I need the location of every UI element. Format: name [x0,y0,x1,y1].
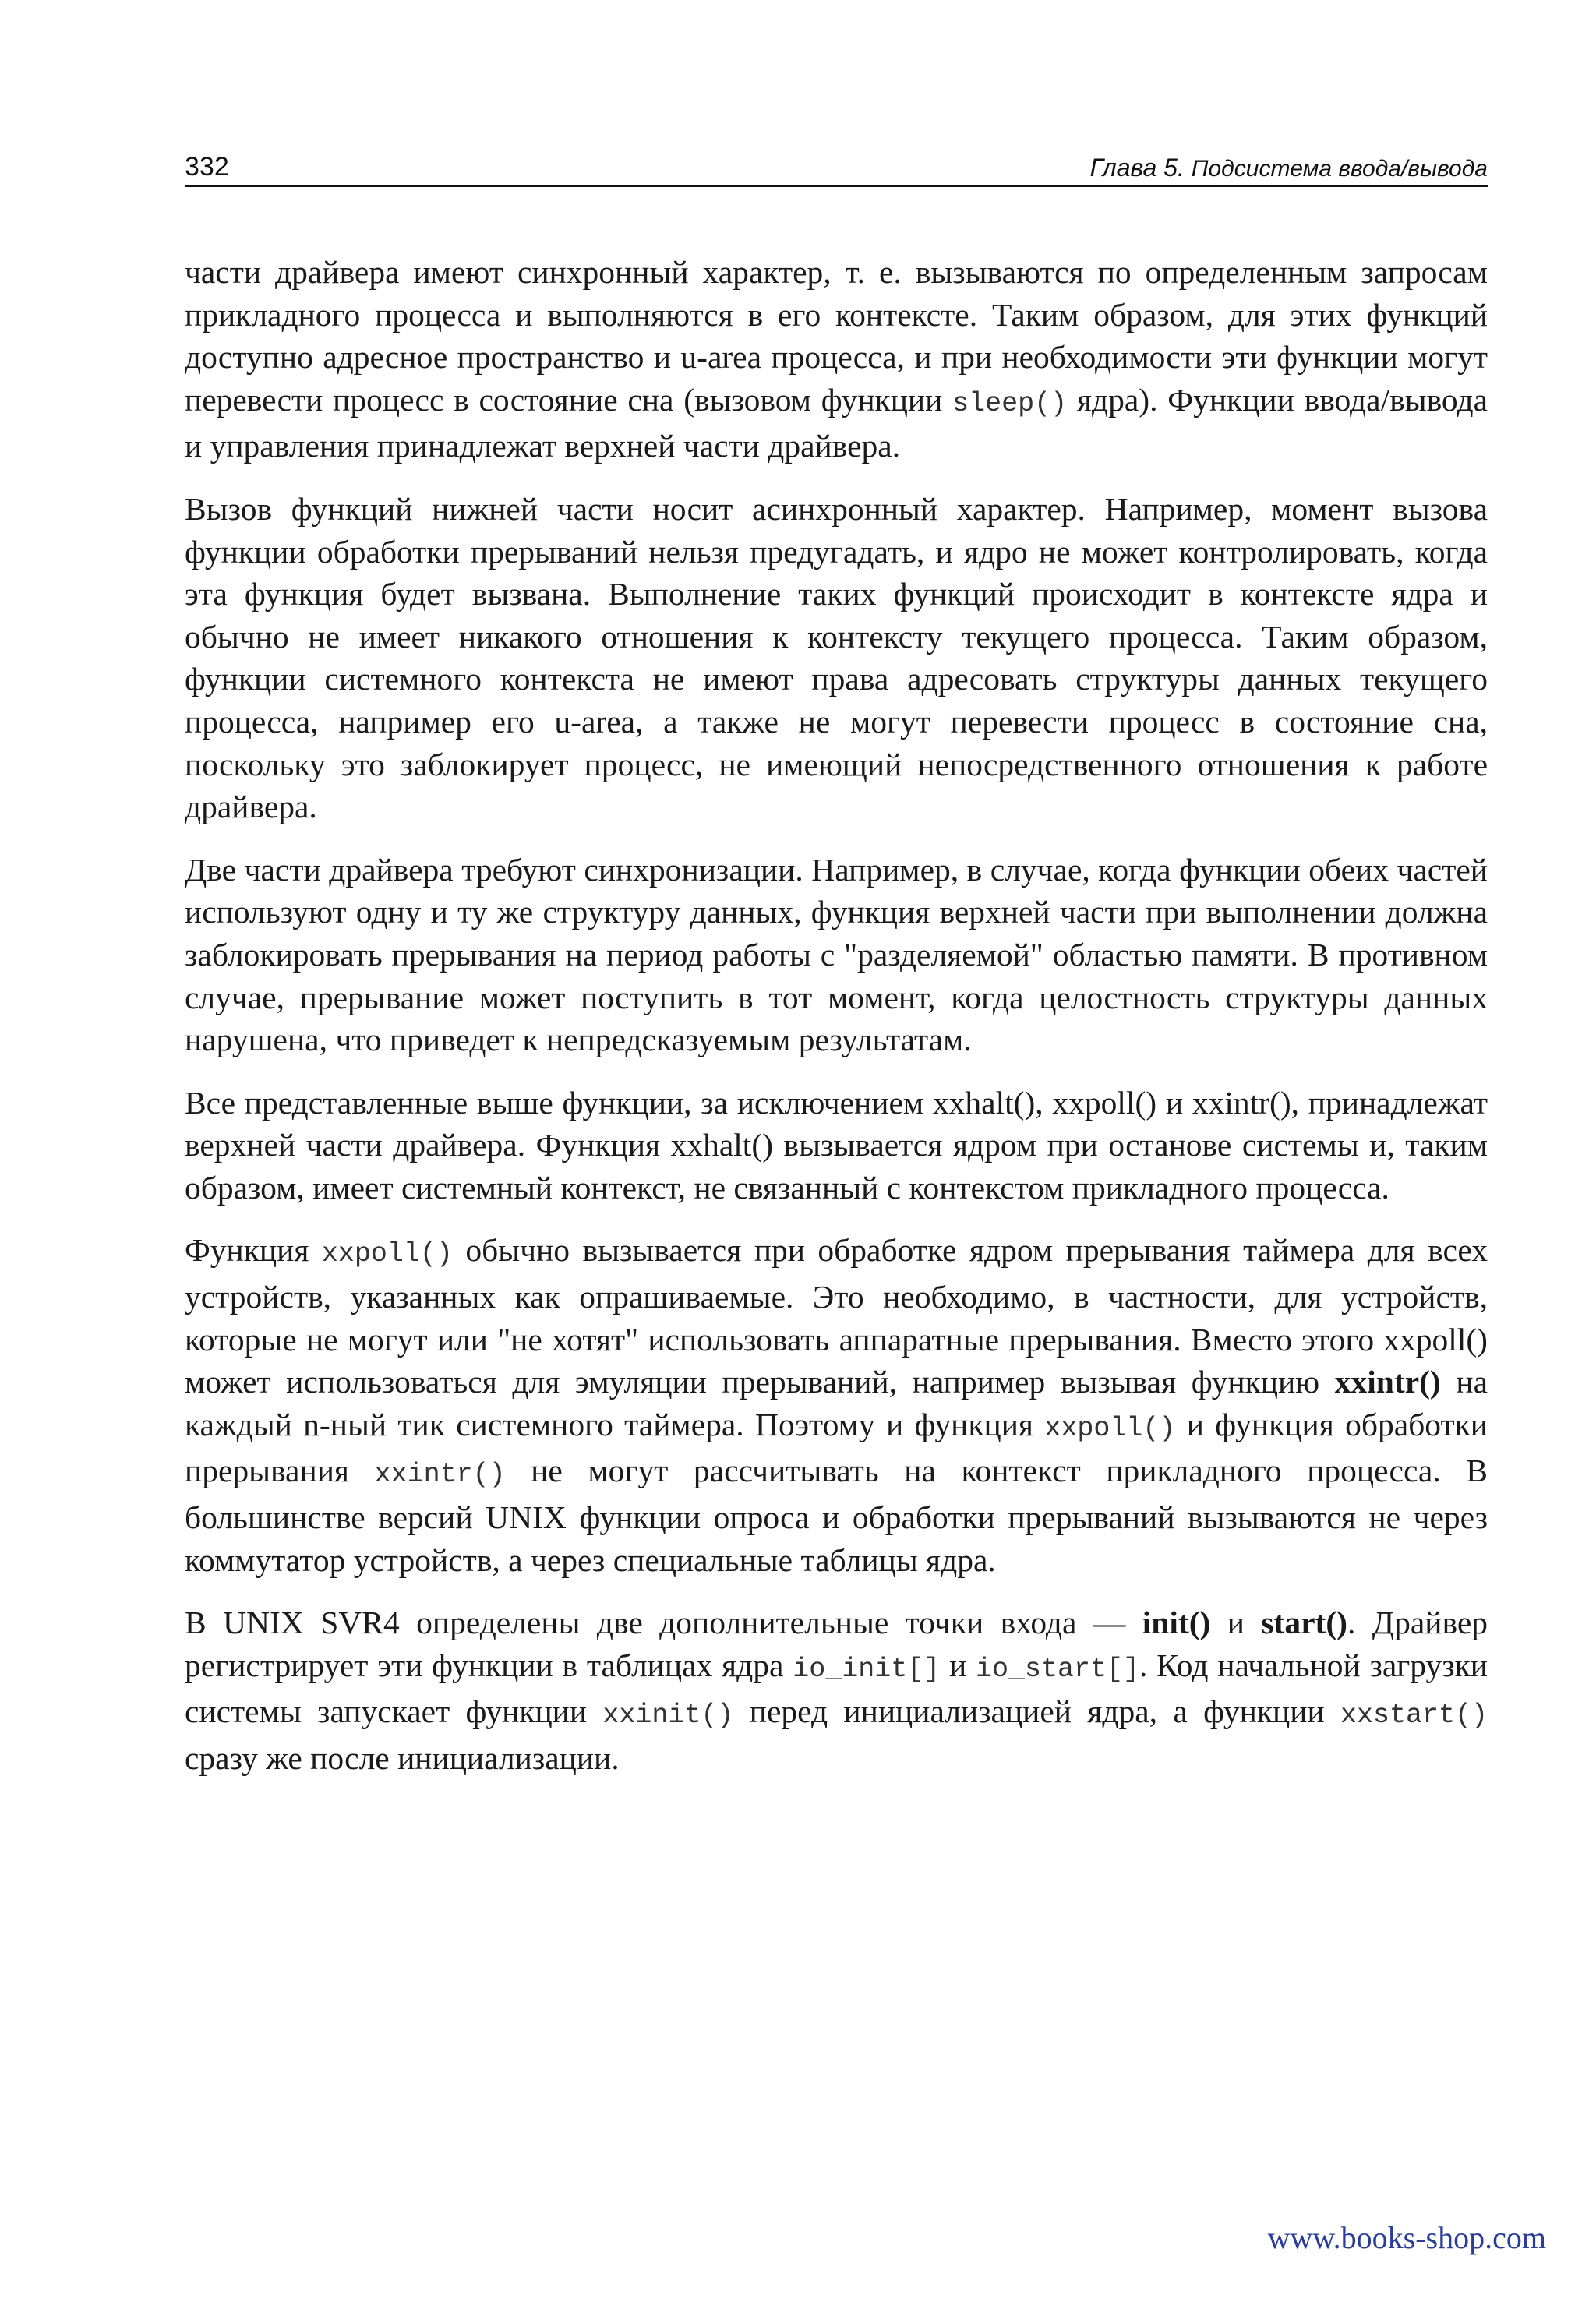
text-run: перед инициализацией ядра, а функции [733,1693,1340,1730]
code-io-init: io_init[] [793,1653,941,1685]
code-io-start: io_start[] [976,1653,1140,1685]
footer-watermark: www.books-shop.com [1267,2220,1546,2255]
text-run: и [1210,1605,1262,1641]
text-run: и [1156,1084,1192,1121]
code-xxpoll: xxpoll() [1044,1412,1176,1444]
code-start: start() [1261,1605,1347,1641]
code-xxpoll: xxpoll() [1052,1084,1157,1121]
paragraph-3 [185,849,1488,1061]
text-run: , [1035,1084,1053,1121]
paragraph-2 [185,488,1488,828]
chapter-label: Глава 5. [1089,154,1185,182]
text-run: и функция обработки прерывания [185,1406,1488,1489]
text-run: Вызов функций нижней части носит асинхронный характер. Например, момент вызова функции обработки прерываний нельзя предугадать, и ядро не может контролировать, когда эта функция будет вызвана. Выполнение таких функций происходит в контексте ядра и обычно не имеет никакого отношения к контексту текущего процесса. Таким образом, функции системного контекста не имеют права адресовать структуры данных текущего процесса, например его u-area, а также не могут перевести процесс в состояние сна, поскольку это заблокирует процесс, не имеющий непосредственного отношения к работе драйвера. [185,490,1488,825]
text-run: обычно вызывается при обработке ядром прерывания таймера для всех устройств, указанных как опрашиваемые. Это необходимо, в частности, для устройств, которые не могут или "не хотят" использовать аппаратные прерывания. Вместо этого [185,1232,1488,1358]
text-run: части драйвера имеют синхронный характер, т. е. вызываются по определенным запросам прикладного процесса и выполняются в его контексте. Таким образом, для этих функций доступно адресное пространство и u-area процесса, и при необходимости эти функции могут перевести процесс в состояние сна (вызовом функции [185,254,1488,418]
body-text [185,251,1488,1800]
text-run: и [940,1647,976,1683]
text-run: вызывается ядром при останове системы и, таким образом, имеет системный контекст, не связанный с контекстом прикладного процесса. [185,1127,1488,1206]
text-run: ядра). Функции ввода/вывода и управления принадлежат верхней части драйвера. [185,381,1488,464]
running-header [185,145,1488,187]
code-xxintr: xxintr() [374,1459,506,1491]
code-xxhalt: xxhalt() [670,1127,773,1163]
code-xxintr: xxintr() [1334,1364,1441,1400]
paragraph-6 [185,1601,1488,1779]
text-run: Две части драйвера требуют синхронизации. Например, в случае, когда функции обеих частей используют одну и ту же структуру данных, функция верхней части при выполнении должна заблокировать прерывания на период работы с "разделяемой" областью памяти. В противном случае, прерывание может поступить в тот момент, когда целостность структуры данных нарушена, что приведет к непредсказуемым результатам. [185,851,1488,1058]
code-init: init() [1142,1605,1211,1641]
paragraph-1 [185,251,1488,468]
paragraph-5 [185,1229,1488,1581]
code-xxpoll: xxpoll() [321,1238,453,1270]
text-run: Все представленные выше функции, за исключением [185,1084,933,1121]
code-xxintr: xxintr() [1192,1084,1291,1121]
text-run: на каждый n-ный тик системного таймера. Поэтому и функция [185,1364,1488,1442]
code-xxhalt: xxhalt() [932,1084,1036,1121]
text-run: не могут рассчитывать на контекст прикладного процесса. В большинстве версий UNIX функции опроса и обработки прерываний вызываются не через коммутатор устройств, а через специальные таблицы ядра. [185,1453,1488,1578]
code-xxstart: xxstart() [1340,1700,1488,1732]
paragraph-4 [185,1082,1488,1209]
text-run: может использоваться для эмуляции прерываний, например вызывая функцию [185,1364,1335,1400]
text-run: . Драйвер регистрирует эти функции в таблицах ядра [185,1605,1488,1683]
code-sleep: sleep() [952,387,1068,419]
text-run: . Код начальной загрузки системы запускает функции [185,1647,1488,1730]
code-xxinit: xxinit() [602,1700,734,1732]
chapter-title: Подсистема ввода/вывода [1191,156,1488,182]
text-run: Функция [185,1232,322,1269]
page-number: 332 [185,152,229,182]
text-run: сразу же после инициализации. [185,1740,620,1776]
text-run: В UNIX SVR4 определены две дополнительные точки входа — [185,1605,1142,1641]
code-xxpoll: xxpoll() [1383,1321,1488,1358]
text-run: , принадлежат верхней части драйвера. Функция [185,1084,1488,1163]
running-title [1090,154,1488,182]
